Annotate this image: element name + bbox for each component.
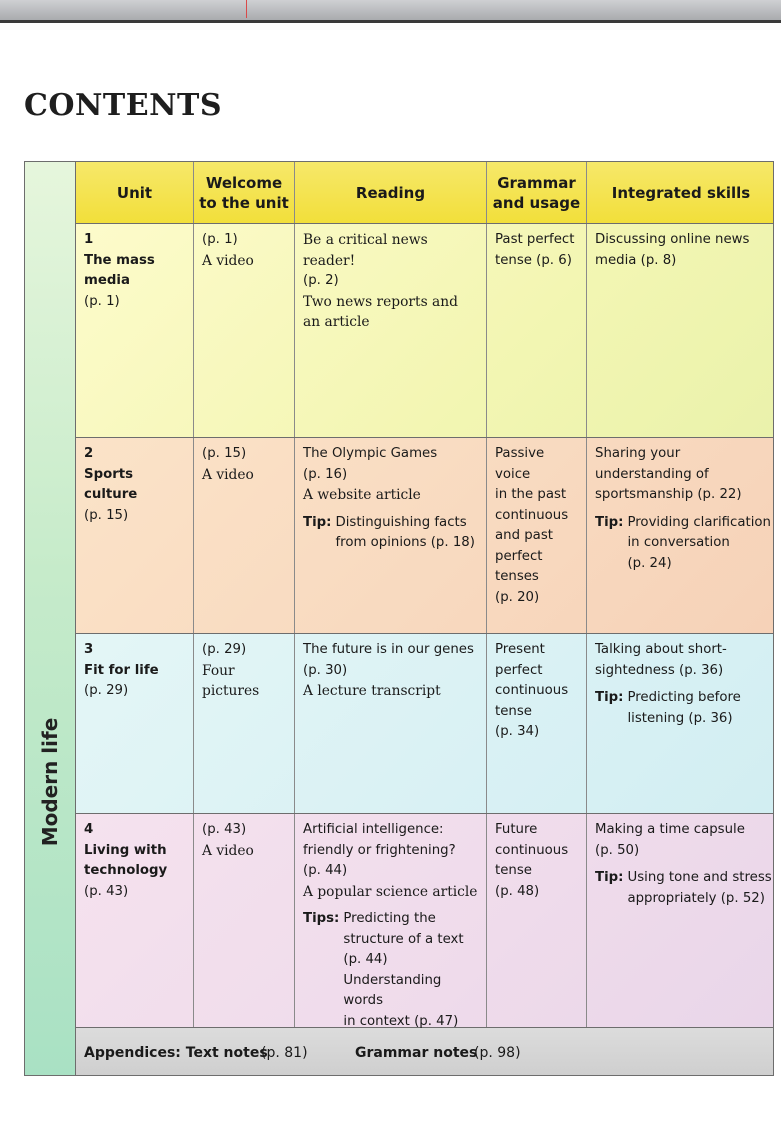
grammar-line: (p. 34)	[495, 724, 540, 739]
skills-cell	[587, 438, 775, 633]
unit-name-line: technology	[84, 863, 168, 878]
grammar-cell	[487, 224, 587, 437]
grammar-line: continuous	[495, 842, 569, 858]
skills-tip	[595, 688, 773, 729]
header-reading: Reading	[295, 162, 487, 223]
reading-tip	[303, 513, 478, 554]
reading-text: A popular science article	[303, 883, 478, 900]
skills-line: Sharing your	[595, 446, 681, 461]
reading-text-line: an article	[303, 314, 370, 330]
grammar-line: Past perfect	[495, 232, 575, 247]
tip-line: listening (p. 36)	[627, 710, 733, 726]
scan-top-edge	[0, 0, 781, 23]
header-unit: Unit	[76, 162, 194, 223]
header-grammar: Grammar and usage	[487, 162, 587, 223]
unit-row-3	[76, 634, 773, 814]
tip-line: in context (p. 47)	[343, 1013, 459, 1029]
skills-cell	[587, 814, 775, 1027]
grammar-line: (p. 20)	[495, 589, 540, 605]
unit-name: Sports culture	[84, 466, 138, 502]
header-skills: Integrated skills	[611, 183, 751, 202]
unit-cell	[76, 438, 194, 633]
skills-line: understanding of	[595, 466, 709, 482]
welcome-page: (p. 29)	[202, 642, 247, 657]
tip-line: (p. 44)	[343, 952, 388, 967]
grammar-cell	[487, 438, 587, 633]
welcome-text-line: Four	[202, 662, 235, 679]
welcome-text: A video	[202, 466, 254, 483]
reading-text: A lecture transcript	[303, 683, 441, 699]
unit-cell	[76, 814, 194, 1027]
grammar-line: perfect	[495, 548, 543, 564]
grammar-notes-page: (p. 98)	[474, 1045, 521, 1061]
header-welcome: Welcome to the unit	[194, 162, 295, 223]
scan-edge-mark	[246, 0, 247, 18]
tip-line: from opinions (p. 18)	[335, 535, 475, 550]
appendices-row	[76, 1028, 773, 1075]
unit-row-1	[76, 224, 773, 438]
reading-title: The Olympic Games	[303, 446, 438, 461]
welcome-page: (p. 43)	[202, 822, 247, 837]
tip-line: Predicting the	[343, 911, 436, 926]
skills-cell	[587, 634, 775, 813]
reading-cell	[295, 634, 487, 813]
unit-number: 3	[84, 642, 94, 657]
skills-line: Talking about short-	[595, 642, 727, 657]
reading-page: (p. 30)	[303, 662, 348, 678]
welcome-cell	[194, 814, 295, 1027]
tip-line: in conversation	[627, 535, 730, 550]
unit-cell	[76, 224, 194, 437]
reading-cell	[295, 224, 487, 437]
reading-title: The future is in our genes	[303, 642, 474, 657]
grammar-line: continuous	[495, 683, 569, 698]
skills-line: Discussing online news	[595, 232, 750, 247]
tip-line: (p. 24)	[627, 555, 672, 571]
tip-line: structure of a text	[343, 931, 464, 947]
unit-number: 1	[84, 232, 94, 247]
unit-name: Fit for life	[84, 662, 159, 678]
page-title: CONTENTS	[24, 88, 223, 123]
welcome-cell	[194, 224, 295, 437]
skills-cell	[587, 224, 775, 437]
unit-name-line: media	[84, 273, 130, 288]
grammar-cell	[487, 634, 587, 813]
skills-line: sightedness (p. 36)	[595, 662, 724, 678]
skills-line: sportsmanship (p. 22)	[595, 487, 742, 502]
grammar-line: tense	[495, 863, 532, 878]
tip-label: Tip:	[595, 514, 624, 530]
tip-line: appropriately (p. 52)	[627, 890, 765, 906]
unit-number: 4	[84, 822, 94, 837]
grammar-line: tenses	[495, 569, 539, 584]
welcome-cell	[194, 438, 295, 633]
reading-text-line: Two news reports and	[303, 293, 458, 310]
unit-page: (p. 15)	[84, 507, 129, 523]
grammar-cell	[487, 814, 587, 1027]
reading-title-line: friendly or frightening?	[303, 842, 456, 858]
tip-line: Distinguishing facts	[335, 514, 467, 530]
reading-page: (p. 44)	[303, 863, 348, 878]
grammar-line: continuous	[495, 507, 569, 523]
theme-label: Modern life	[38, 717, 62, 847]
tip-line: Using tone and stress	[627, 870, 772, 885]
grammar-notes-label: Grammar notes	[355, 1045, 478, 1061]
tips-label: Tips:	[303, 911, 340, 926]
grammar-line: and past	[495, 528, 553, 543]
appendices-page: (p. 81)	[261, 1045, 308, 1061]
unit-number: 2	[84, 446, 94, 461]
grammar-line: Present	[495, 642, 545, 657]
skills-tip	[595, 513, 773, 575]
welcome-text: A video	[202, 842, 254, 859]
welcome-text: A video	[202, 252, 254, 269]
tip-line: Predicting before	[627, 690, 741, 705]
tip-line: Providing clarification	[627, 514, 771, 530]
grammar-line: Future	[495, 822, 538, 837]
grammar-line: Passive voice	[495, 446, 545, 482]
theme-sidebar	[25, 162, 76, 1075]
welcome-text-line: pictures	[202, 683, 260, 699]
reading-page: (p. 2)	[303, 273, 339, 288]
tip-label: Tip:	[595, 870, 624, 885]
unit-row-2	[76, 438, 773, 634]
welcome-page: (p. 1)	[202, 232, 238, 247]
reading-tips	[303, 909, 478, 1032]
grammar-line: in the past	[495, 487, 567, 502]
welcome-page: (p. 15)	[202, 446, 247, 461]
reading-title: Be a critical news reader!	[303, 232, 428, 269]
appendices-label: Appendices: Text notes	[84, 1045, 268, 1061]
reading-text: A website article	[303, 487, 421, 503]
unit-name-line: The mass	[84, 252, 155, 268]
header-row	[76, 162, 773, 224]
grammar-line: perfect	[495, 662, 543, 678]
skills-tip	[595, 868, 773, 909]
reading-page: (p. 16)	[303, 466, 348, 482]
skills-line: media (p. 8)	[595, 252, 677, 268]
contents-table	[24, 161, 774, 1076]
skills-line: (p. 50)	[595, 842, 640, 858]
reading-title-line: Artificial intelligence:	[303, 822, 444, 837]
grammar-line: (p. 48)	[495, 883, 540, 899]
tip-label: Tip:	[595, 690, 624, 705]
tip-label: Tip:	[303, 514, 332, 530]
skills-line: Making a time capsule	[595, 822, 745, 837]
unit-page: (p. 1)	[84, 293, 120, 309]
grammar-line: tense	[495, 703, 532, 719]
unit-name-line: Living with	[84, 842, 167, 858]
unit-row-4	[76, 814, 773, 1028]
grammar-line: tense (p. 6)	[495, 252, 572, 268]
contents-grid	[76, 162, 773, 1075]
welcome-cell	[194, 634, 295, 813]
unit-page: (p. 29)	[84, 683, 129, 698]
reading-cell	[295, 814, 487, 1027]
tip-line: Understanding words	[343, 972, 442, 1008]
unit-page: (p. 43)	[84, 883, 129, 899]
reading-cell	[295, 438, 487, 633]
unit-cell	[76, 634, 194, 813]
